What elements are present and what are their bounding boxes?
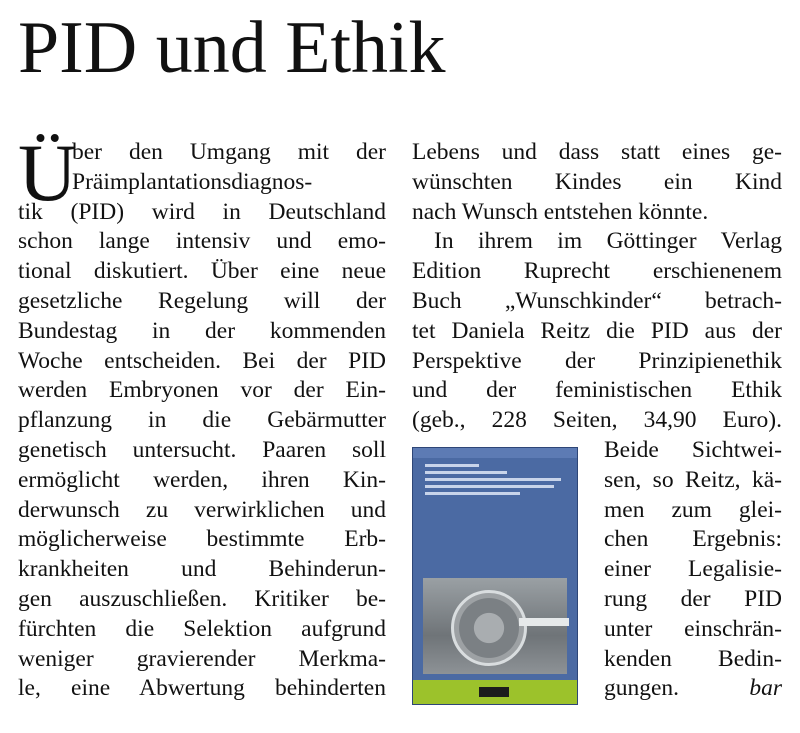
text-line: Buch „Wunschkinder“ betrach- — [412, 287, 782, 314]
text-fragment: gungen. — [604, 675, 680, 702]
book-cover-image — [412, 447, 578, 705]
text-line: Präimplantationsdiagnos- — [72, 168, 313, 195]
text-line: gesetzliche Regelung will der — [18, 287, 386, 314]
text-line: ermöglicht werden, ihren Kin- — [18, 466, 386, 493]
text-line: wünschten Kindes ein Kind — [412, 168, 782, 195]
embryo-cell — [451, 590, 527, 666]
publisher-logo — [479, 687, 509, 697]
text-line: gen auszuschließen. Kritiker be- — [18, 585, 386, 612]
text-line: ber den Umgang mit der — [72, 139, 386, 165]
text-line: tet Daniela Reitz die PID aus der — [412, 317, 782, 344]
cover-top-band — [413, 448, 577, 458]
text-line: Lebens und dass statt eines ge- — [412, 139, 782, 165]
text-line: einer Legalisie- — [604, 556, 782, 583]
text-line: kenden Bedin- — [604, 645, 782, 672]
text-line: möglicherweise bestimmte Erb- — [18, 526, 386, 553]
text-line: Bundestag in der kommenden — [18, 317, 386, 344]
text-line: genetisch untersucht. Paaren soll — [18, 436, 386, 463]
text-line: Edition Ruprecht erschienenem — [412, 258, 782, 285]
text-line: Beide Sichtwei- — [604, 436, 782, 463]
headline: PID und Ethik — [18, 7, 446, 89]
author-signature: bar — [749, 675, 782, 702]
cover-text-line — [425, 485, 554, 488]
text-line: rung der PID — [604, 585, 782, 612]
text-line: le, eine Abwertung behinderten — [18, 675, 386, 702]
cover-embryo-photo — [423, 578, 567, 674]
text-line: men zum glei- — [604, 496, 782, 523]
text-line: pflanzung in die Gebärmutter — [18, 407, 386, 434]
cover-text-line — [425, 471, 507, 474]
article-left-column — [18, 127, 386, 704]
cover-text-line — [425, 464, 479, 467]
pipette — [519, 618, 569, 626]
cover-text-line — [425, 492, 520, 495]
text-line: weniger gravierender Merkma- — [18, 645, 386, 672]
text-line: In ihrem im Göttinger Verlag — [434, 228, 782, 255]
text-line-with-signature — [604, 674, 782, 704]
cover-title-block — [425, 464, 561, 499]
text-line: (geb., 228 Seiten, 34,90 Euro). — [412, 407, 782, 434]
text-line: schon lange intensiv und emo- — [18, 228, 386, 255]
text-line: tik (PID) wird in Deutschland — [18, 198, 386, 225]
text-line: fürchten die Selektion aufgrund — [18, 615, 386, 642]
text-line: unter einschrän- — [604, 615, 782, 642]
cover-text-line — [425, 478, 561, 481]
text-line: sen, so Reitz, kä- — [604, 466, 782, 493]
text-line: chen Ergebnis: — [604, 526, 782, 553]
text-line: Woche entscheiden. Bei der PID — [18, 347, 386, 374]
text-line: derwunsch zu verwirklichen und — [18, 496, 386, 523]
text-line: werden Embryonen vor der Ein- — [18, 377, 386, 404]
text-line: krankheiten und Behinderun- — [18, 556, 386, 583]
text-line: Perspektive der Prinzipienethik — [412, 347, 782, 374]
drop-cap: Ü — [18, 127, 78, 218]
text-line: und der feministischen Ethik — [412, 377, 782, 404]
text-line: nach Wunsch entstehen könnte. — [412, 198, 709, 225]
text-line: tional diskutiert. Über eine neue — [18, 258, 386, 285]
